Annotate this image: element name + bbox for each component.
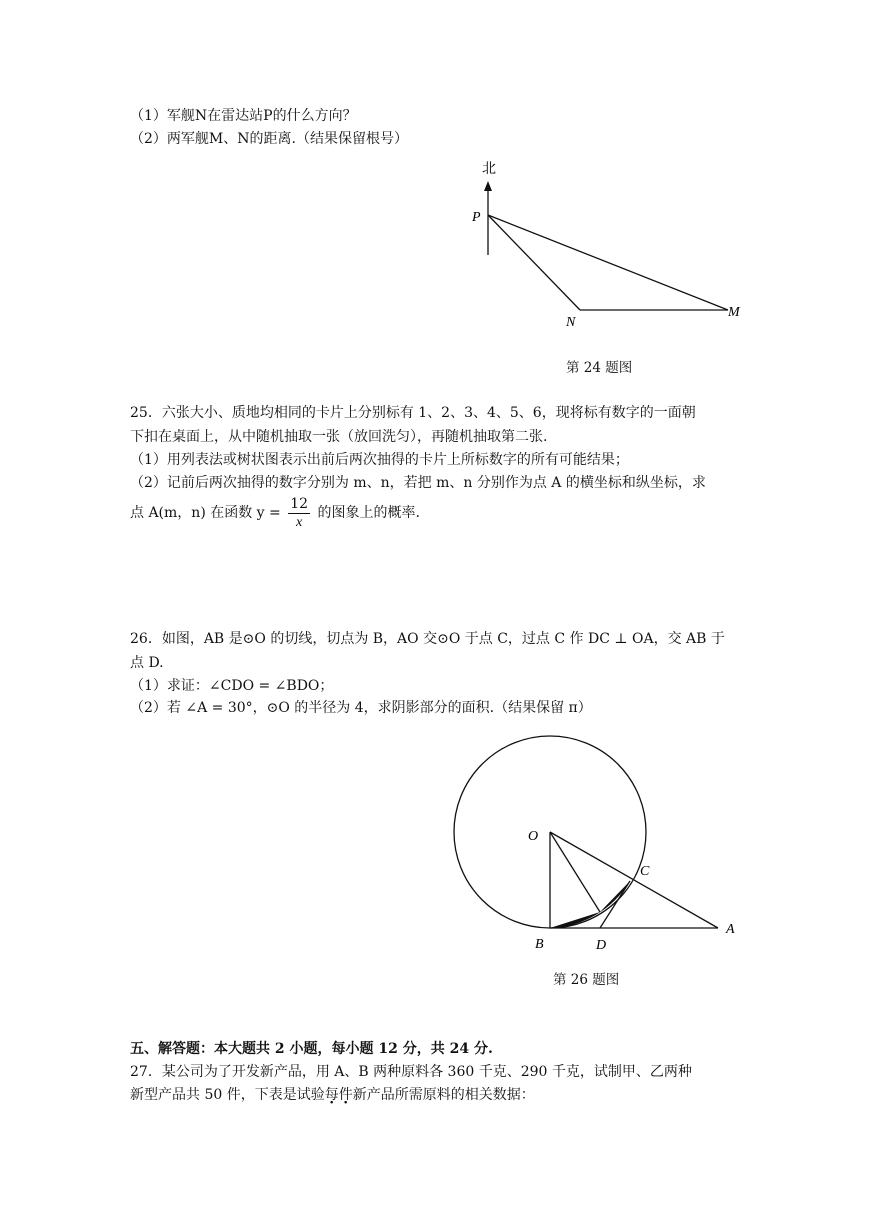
- fraction-12-over-x: [288, 495, 310, 532]
- q24-part2: （2）两军舰M、N的距离.（结果保留根号）: [130, 131, 408, 147]
- label-b: B: [535, 937, 544, 952]
- segment-pm: [488, 215, 728, 310]
- q26-line2: 点 D.: [130, 655, 164, 671]
- emphasis-mei: 每: [324, 1087, 339, 1103]
- fraction-numerator: 12: [290, 495, 309, 512]
- q25-part2b-pre: 点 A(m，n) 在函数 y =: [130, 505, 281, 521]
- label-p: P: [472, 210, 481, 225]
- q26-line1: 26．如图，AB 是⊙O 的切线，切点为 B，AO 交⊙O 于点 C，过点 C 作 DC ⊥ OA，交 AB 于: [130, 631, 725, 647]
- emphasis-jian: 件: [338, 1087, 353, 1103]
- label-north: 北: [482, 162, 496, 177]
- label-a: A: [726, 922, 735, 937]
- label-d: D: [596, 938, 607, 953]
- segment-pn: [488, 215, 580, 310]
- q25-part2b: [130, 494, 420, 532]
- fraction-denominator: x: [296, 514, 303, 530]
- shaded-region: [550, 881, 630, 928]
- q25-line2: 下扣在桌面上，从中随机抽取一张（放回洗匀），再随机抽取第二张.: [130, 429, 548, 445]
- q24-part1: （1）军舰N在雷达站P的什么方向？: [130, 108, 357, 124]
- q26-part1: （1）求证：∠CDO = ∠BDO；: [130, 678, 334, 694]
- q25-part1: （1）用列表法或树状图表示出前后两次抽得的卡片上所标数字的所有可能结果；: [130, 452, 629, 468]
- q27-line2: [130, 1085, 535, 1105]
- q25-line1: 25．六张大小、质地均相同的卡片上分别标有 1、2、3、4、5、6，现将标有数字的一面朝: [130, 405, 696, 421]
- segment-oa: [550, 832, 718, 928]
- label-c: C: [640, 864, 650, 879]
- label-m: M: [728, 305, 740, 320]
- q27-line2-b: 新产品所需原料的相关数据：: [352, 1087, 535, 1103]
- q27-line2-a: 新型产品共 50 件，下表是试验: [130, 1087, 325, 1103]
- label-n: N: [566, 315, 576, 330]
- q25-part2b-post: 的图象上的概率.: [317, 505, 420, 521]
- north-arrow-icon: [484, 181, 492, 191]
- q25-part2: （2）记前后两次抽得的数字分别为 m、n，若把 m、n 分别作为点 A 的横坐标和纵坐标，求: [130, 475, 706, 491]
- q26-part2: （2）若 ∠A = 30°，⊙O 的半径为 4，求阴影部分的面积.（结果保留 π）: [130, 700, 592, 716]
- label-o: O: [528, 829, 539, 844]
- figure-26: [440, 725, 750, 965]
- segment-od: [550, 832, 600, 912]
- section5-heading: 五、解答题：本大题共 2 小题，每小题 12 分，共 24 分.: [130, 1041, 493, 1057]
- q27-line1: 27．某公司为了开发新产品，用 A、B 两种原料各 360 千克、290 千克，试制甲、乙两种: [130, 1064, 692, 1080]
- figure-24-caption: 第 24 题图: [566, 360, 633, 376]
- figure-24: [460, 155, 760, 340]
- segment-cd: [600, 881, 630, 928]
- figure-26-caption: 第 26 题图: [553, 972, 620, 988]
